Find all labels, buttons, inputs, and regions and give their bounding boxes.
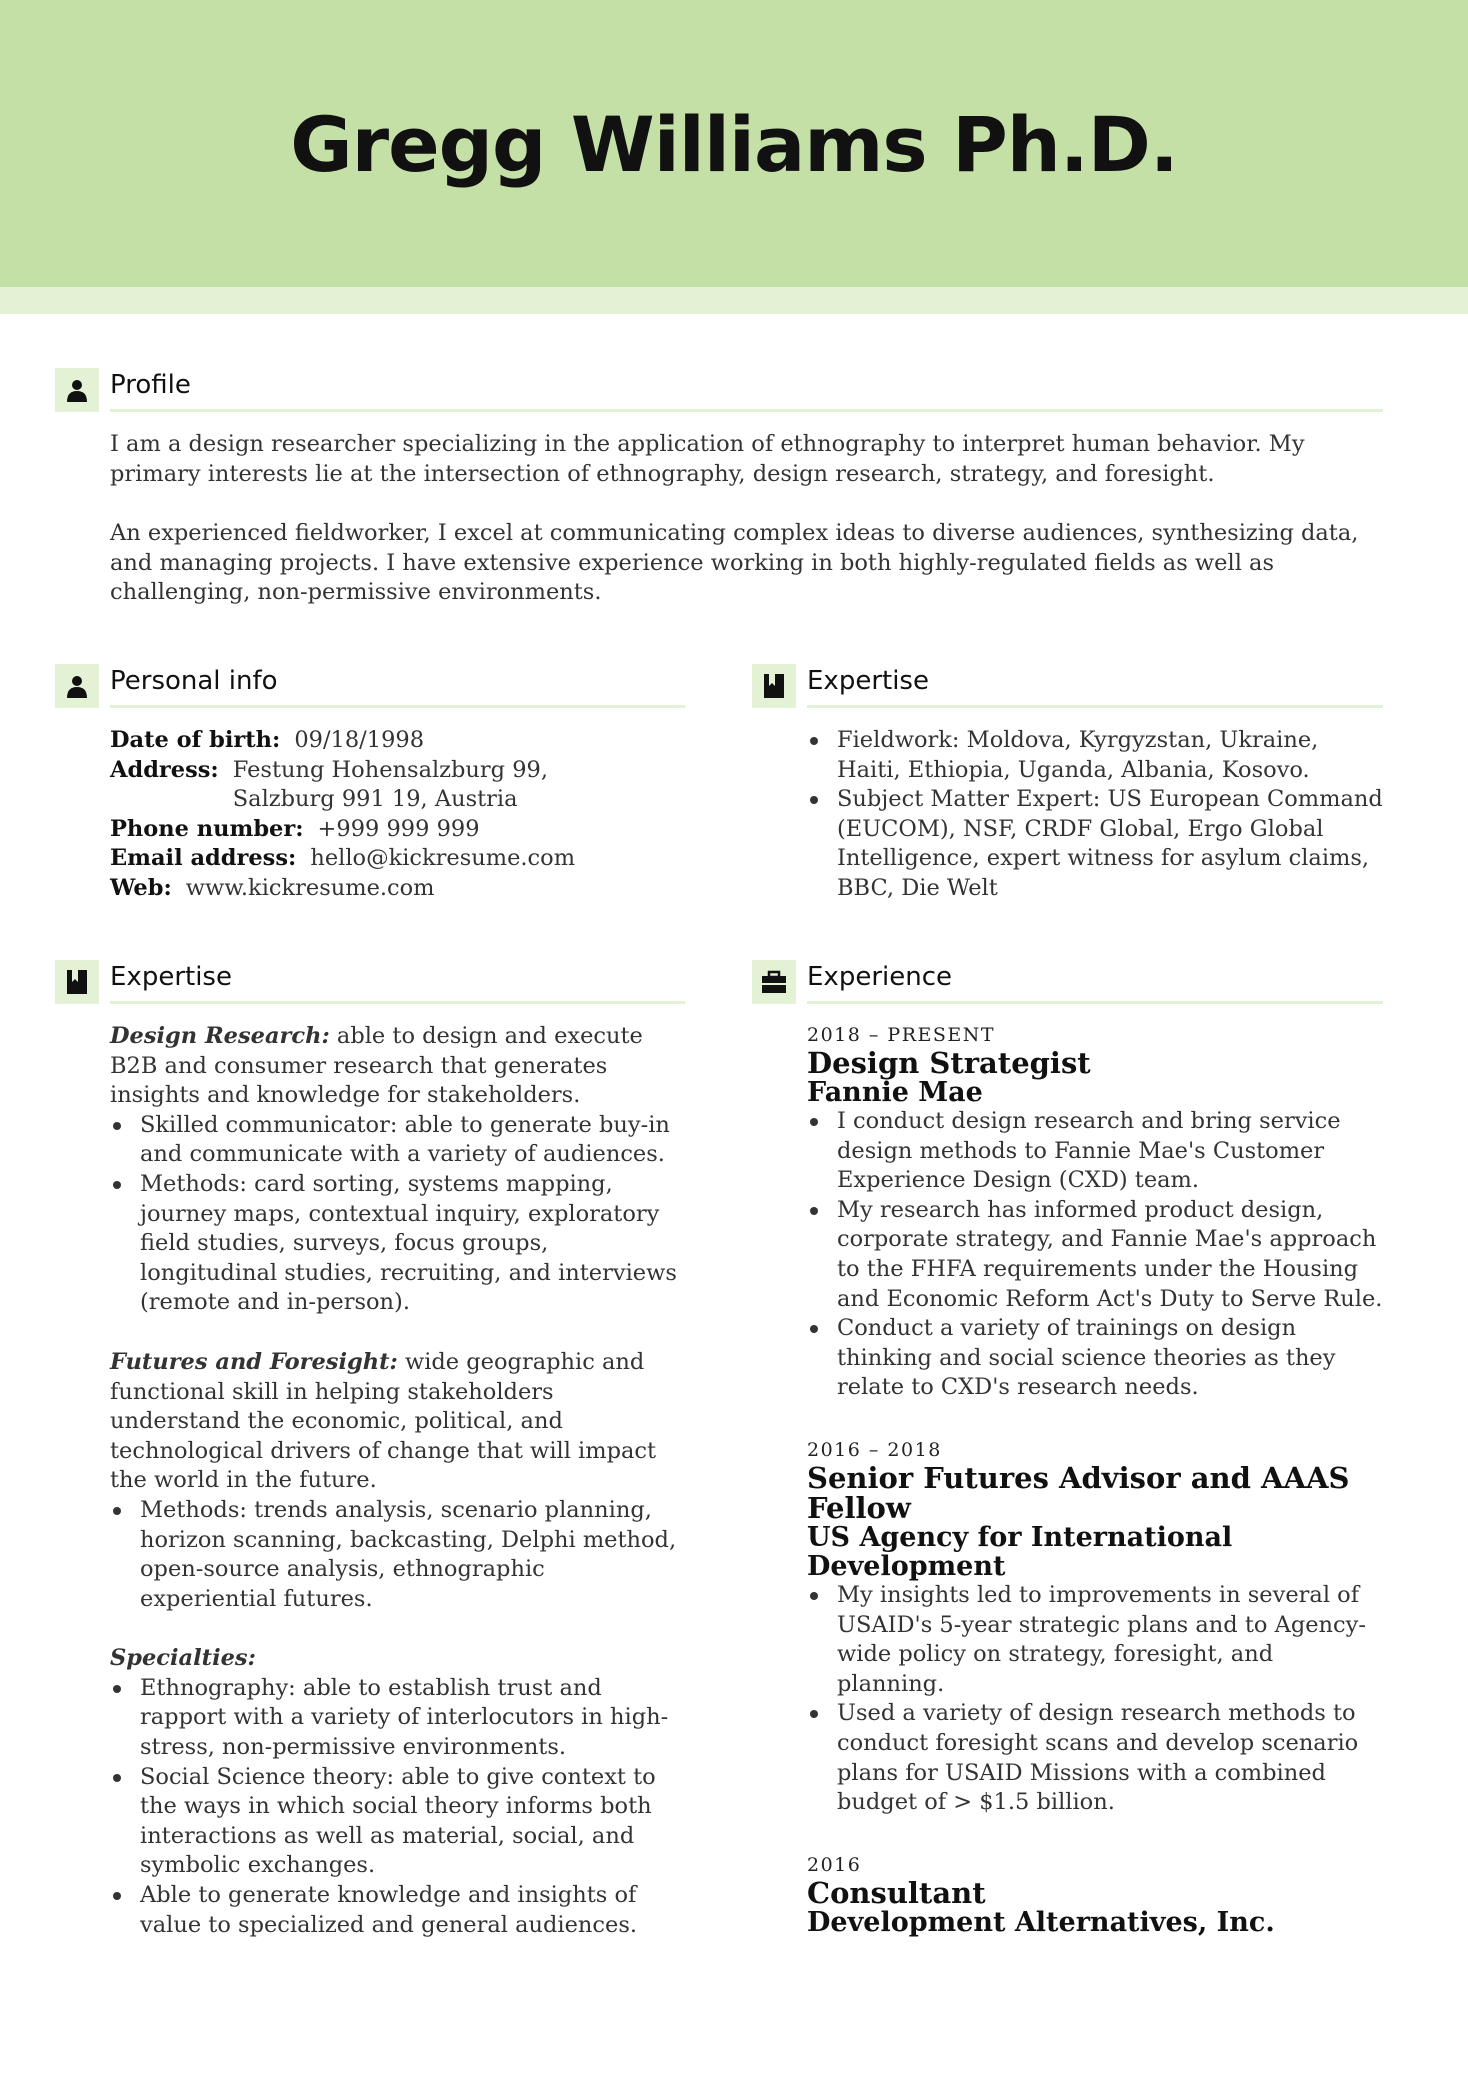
section-divider [807,1001,1383,1004]
design-research-paragraph [110,1022,685,1111]
expertise-summary-header [752,664,1383,708]
section-divider [110,705,685,708]
list-item: Ethnography: able to establish trust and rapport with a variety of interlocutors in high-stress, non-permissive environments. [110,1674,685,1763]
email-link[interactable]: hello@kickresume.com [310,845,576,872]
list-item: Skilled communicator: able to generate buy-in and communicate with a variety of audiences. [110,1111,685,1170]
experience-header [752,960,1383,1004]
birth-date-value: 09/18/1998 [294,727,425,753]
futures-list [110,1496,685,1614]
job-title: Design Strategist [807,1046,1091,1080]
specialties-heading [110,1644,685,1674]
info-label: Phone number: [110,815,304,842]
job-company: Development Alternatives, Inc. [807,1906,1275,1938]
subsection-text: able to design and execute B2B and consumer research that generates insights and knowledge for stakeholders. [110,1023,643,1109]
futures-paragraph [110,1348,685,1496]
info-row-email [110,844,685,874]
expertise-detail-body [110,1022,685,1940]
section-title: Expertise [807,666,929,696]
profile-paragraph: An experienced fieldworker, I excel at communicating complex ideas to diverse audiences, synthesizing data, and managing projects. I have extensive experience working in both highly-regulated fields as well as challenging, non-permissive environments. [110,520,1359,606]
expertise-detail-header [55,960,685,1004]
profile-section [55,368,1383,608]
list-item: Able to generate knowledge and insights of value to specialized and general audiences. [110,1881,685,1940]
section-divider [110,409,1383,412]
header-strip [0,287,1468,314]
list-item: My insights led to improvements in several of USAID's 5-year strategic plans and to Agency-wide policy on strategy, foresight, and planning. [807,1581,1383,1699]
profile-body [110,430,1383,608]
info-label: Email address: [110,845,297,872]
expertise-summary-list [807,726,1383,904]
job-duties-list [807,1581,1383,1818]
section-title: Profile [110,370,191,400]
list-item: I conduct design research and bring service design methods to Fannie Mae's Customer Experience Design (CXD) team. [807,1107,1383,1196]
expertise-summary-section [752,664,1383,904]
job-entry [807,1852,1383,1937]
expertise-summary-body [807,726,1383,904]
section-divider [110,1001,685,1004]
subsection-label: Futures and Foresight: [110,1348,398,1375]
section-divider [807,705,1383,708]
section-title: Personal info [110,666,278,696]
subsection-label: Design Research: [110,1023,330,1049]
job-date: 2016 [807,1853,862,1876]
experience-body [807,1022,1383,1937]
expertise-detail-section [55,960,685,1940]
job-title: Senior Futures Advisor and AAAS Fellow [807,1460,1350,1525]
specialties-list [110,1674,685,1940]
bookmark-icon [752,664,796,708]
phone-value[interactable]: +999 999 999 [317,815,480,842]
person-icon [55,664,99,708]
profile-paragraph: I am a design researcher specializing in the application of ethnography to interpret human behavior. My primary interests lie at the intersection of ethnography, design research, strategy, and foresight. [110,431,1305,487]
subsection-label: Specialties: [110,1645,256,1672]
list-item: Subject Matter Expert: US European Command (EUCOM), NSF, CRDF Global, Ergo Global Intelligence, expert witness for asylum claims, BBC, Die Welt [807,785,1383,903]
info-row-web [110,874,685,904]
section-title: Experience [807,962,952,992]
info-label: Date of birth: [110,727,281,753]
personal-info-section [55,664,685,904]
job-duties-list [807,1107,1383,1403]
list-item: Social Science theory: able to give context to the ways in which social theory informs both interactions as well as material, social, and symbolic exchanges. [110,1763,685,1881]
job-entry [807,1022,1383,1403]
personal-info-body [110,726,685,904]
address-value: Festung Hohensalzburg 99, Salzburg 991 19, Austria [232,756,549,813]
experience-section [752,960,1383,1937]
bookmark-icon [55,960,99,1004]
job-date: 2018 – PRESENT [807,1024,996,1046]
list-item: My research has informed product design, corporate strategy, and Fannie Mae's approach to the FHFA requirements under the Housing and Economic Reform Act's Duty to Serve Rule. [807,1196,1383,1314]
list-item: Methods: card sorting, systems mapping, journey maps, contextual inquiry, exploratory field studies, surveys, focus groups, longitudinal studies, recruiting, and interviews (remote and in-person). [110,1170,685,1318]
section-title: Expertise [110,962,232,992]
info-label: Address: [110,756,219,783]
list-item: Conduct a variety of trainings on design thinking and social science theories as they relate to CXD's research needs. [807,1314,1383,1403]
info-label: Web: [110,874,172,901]
job-title: Consultant [807,1875,986,1910]
briefcase-icon [752,960,796,1004]
job-company: Fannie Mae [807,1077,983,1108]
person-icon [55,368,99,412]
design-research-list [110,1111,685,1318]
subsection-text: wide geographic and functional skill in helping stakeholders understand the economic, political, and technological drivers of change that will impact the world in the future. [110,1348,657,1494]
list-item: Methods: trends analysis, scenario planning, horizon scanning, backcasting, Delphi method, open-source analysis, ethnographic experiential futures. [110,1496,685,1614]
info-row-phone [110,815,685,845]
job-entry [807,1437,1383,1818]
web-link[interactable]: www.kickresume.com [185,874,435,901]
info-row-birth [110,726,685,756]
list-item: Used a variety of design research methods to conduct foresight scans and develop scenario plans for USAID Missions with a combined budget of > $1.5 billion. [807,1699,1383,1817]
info-row-address [110,756,685,815]
job-company: US Agency for International Development [807,1521,1233,1582]
job-date: 2016 – 2018 [807,1438,942,1461]
list-item: Fieldwork: Moldova, Kyrgyzstan, Ukraine, Haiti, Ethiopia, Uganda, Albania, Kosovo. [807,726,1383,785]
candidate-name: Gregg Williams Ph.D. [290,100,1178,189]
personal-info-header [55,664,685,708]
profile-header [55,368,1383,412]
